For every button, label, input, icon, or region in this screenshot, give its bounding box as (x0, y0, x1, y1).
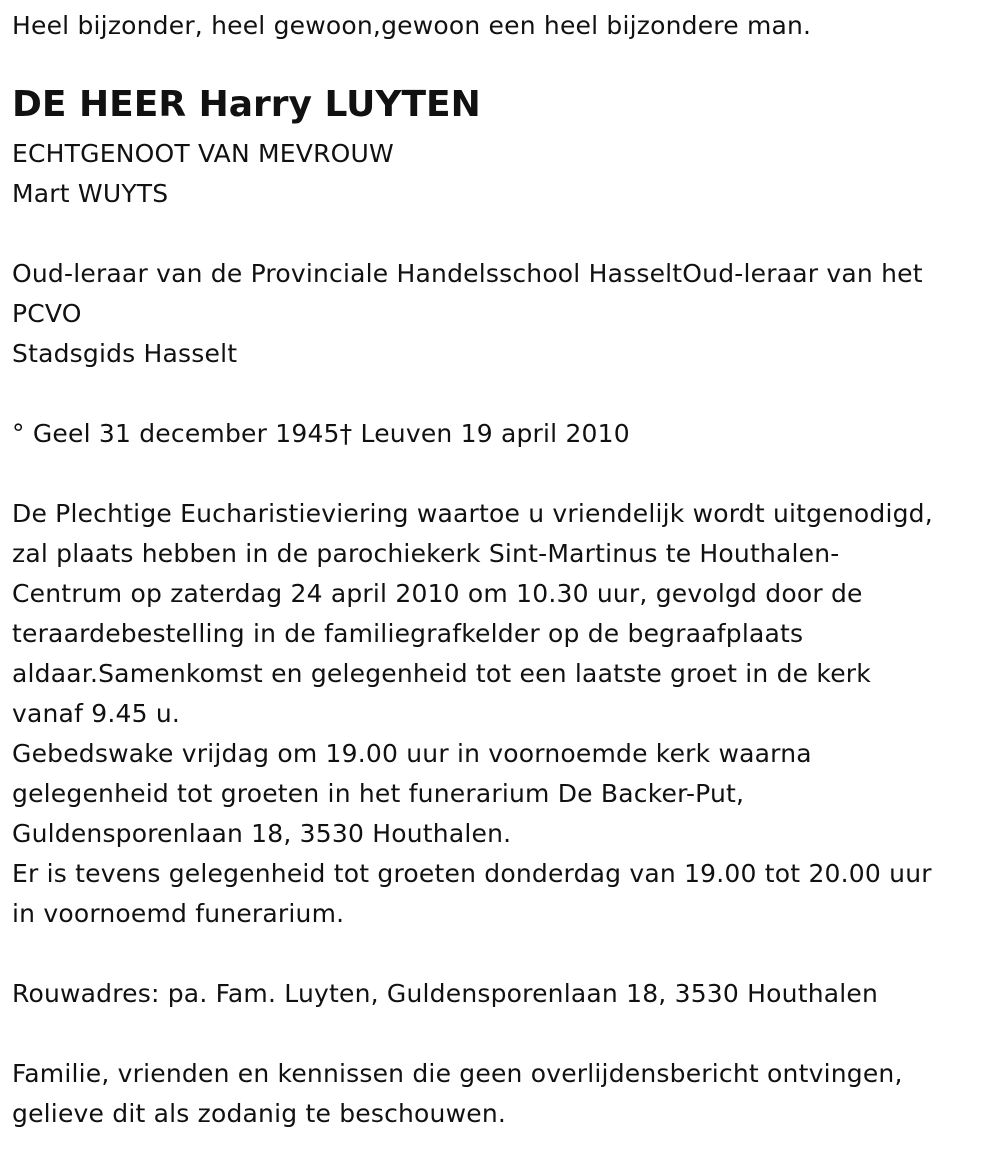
ceremony-line: De Plechtige Eucharistieviering waartoe u vriendelijk wordt uitgenodigd, (12, 499, 933, 528)
ceremony-line: Guldensporenlaan 18, 3530 Houthalen. (12, 819, 512, 848)
mourning-address: Rouwadres: pa. Fam. Luyten, Guldensporenlaan 18, 3530 Houthalen (12, 979, 879, 1008)
spouse-line-1: ECHTGENOOT VAN MEVROUW (12, 139, 394, 168)
closing-line: Familie, vrienden en kennissen die geen overlijdensbericht ontvingen, (12, 1059, 903, 1088)
ceremony-line: in voornoemd funerarium. (12, 899, 345, 928)
ceremony-line: aldaar.Samenkomst en gelegenheid tot een laatste groet in de kerk (12, 659, 871, 688)
ceremony-line: teraardebestelling in de familiegrafkelder op de begraafplaats (12, 619, 804, 648)
roles-line-1: Oud-leraar van de Provinciale Handelsschool HasseltOud-leraar van het (12, 259, 923, 288)
closing-line: gelieve dit als zodanig te beschouwen. (12, 1099, 507, 1128)
spouse-line-2: Mart WUYTS (12, 179, 169, 208)
ceremony-line: Centrum op zaterdag 24 april 2010 om 10.30 uur, gevolgd door de (12, 579, 863, 608)
deceased-name: DE HEER Harry LUYTEN (12, 84, 481, 125)
ceremony-line: gelegenheid tot groeten in het funerarium De Backer-Put, (12, 779, 745, 808)
roles-line-3: Stadsgids Hasselt (12, 339, 238, 368)
birth-death-dates: ° Geel 31 december 1945† Leuven 19 april 2010 (12, 419, 630, 448)
ceremony-line: Er is tevens gelegenheid tot groeten donderdag van 19.00 tot 20.00 uur (12, 859, 932, 888)
motto-line: Heel bijzonder, heel gewoon,gewoon een heel bijzondere man. (12, 11, 812, 40)
ceremony-line: vanaf 9.45 u. (12, 699, 181, 728)
ceremony-line: zal plaats hebben in de parochiekerk Sint-Martinus te Houthalen- (12, 539, 840, 568)
ceremony-line: Gebedswake vrijdag om 19.00 uur in voornoemde kerk waarna (12, 739, 812, 768)
roles-line-2: PCVO (12, 299, 82, 328)
